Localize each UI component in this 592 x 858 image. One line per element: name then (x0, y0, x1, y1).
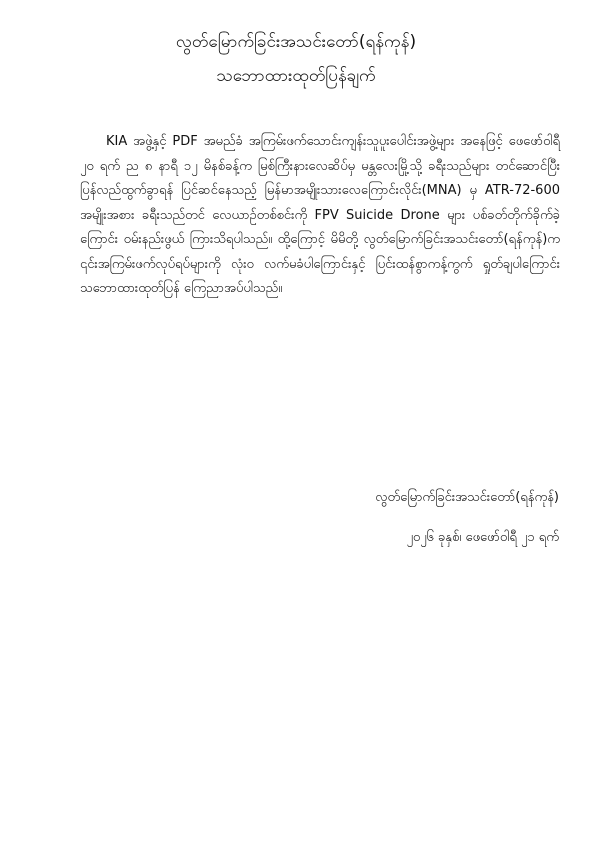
signature-organization: လွတ်မြောက်ခြင်းအသင်းတော်(ရန်ကုန်) (375, 490, 559, 505)
document-subtitle: သဘောထားထုတ်ပြန်ချက် (216, 66, 376, 86)
document-title: လွတ်မြောက်ခြင်းအသင်းတော်(ရန်ကုန်) (175, 32, 417, 52)
signature-date: ၂၀၂၆ ခုနှစ်၊ ဖေဖော်ဝါရီ ၂၁ ရက် (406, 530, 559, 545)
statement-body: KIA အဖွဲ့နှင့် PDF အမည်ခံ အကြမ်းဖက်သောင်းကျန်းသူပူးပေါင်းအဖွဲ့များ အနေဖြင့် ဖေဖော်ဝါရီ ၂၀ ရက် ည ၈ နာရီ ၁၂ မိနစ်ခန့်က မြစ်ကြီးနားလေဆိပ်မှ မန္တလေးမြို့သို့ ခရီးသည်များ တင်ဆောင်ပြီး ပြန်လည်ထွက်ခွာရန် ပြင်ဆင်နေသည့် မြန်မာအမျိုးသားလေကြောင်းလိုင်း(MNA) မှ ATR-72-600 အမျိုးအစား ခရီးသည်တင် လေယာဉ်တစ်စင်းကို FPV Suicide Drone များ ပစ်ခတ်တိုက်ခိုက်ခဲ့ကြောင်း ဝမ်းနည်းဖွယ် ကြားသိရပါသည်။ ထို့ကြောင့် မိမိတို့ လွတ်မြောက်ခြင်းအသင်းတော်(ရန်ကုန်)က ၎င်းအကြမ်းဖက်လုပ်ရပ်များကို လုံးဝ လက်မခံပါကြောင်းနှင့် ပြင်းထန်စွာကန့်ကွက် ရှုတ်ချပါကြောင်း သဘောထားထုတ်ပြန် ကြေညာအပ်ပါသည်။ (80, 134, 560, 296)
